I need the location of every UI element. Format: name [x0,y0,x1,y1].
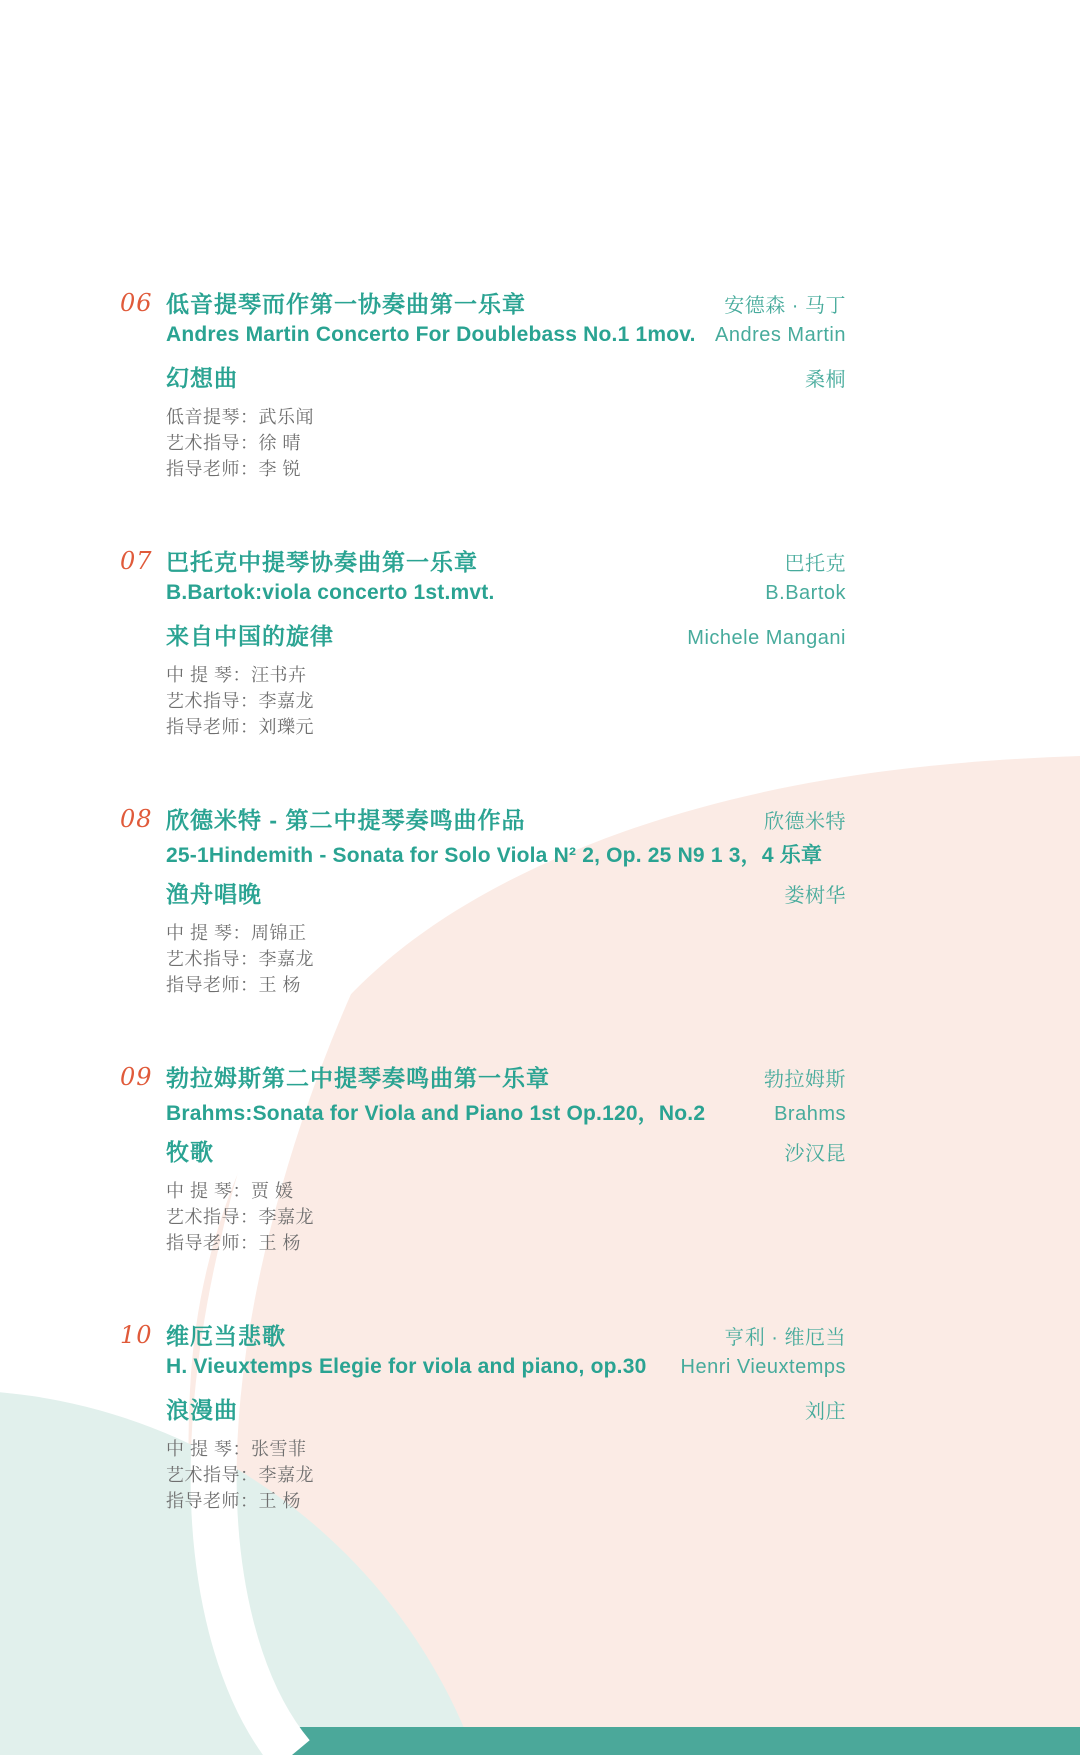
song-subtitle-cn: 幻想曲 [166,365,238,391]
entry-number: 09 [120,1063,153,1091]
composer-name-cn: 欣德米特 [764,811,846,833]
credit-line-teacher: 指导老师：王 杨 [166,975,302,995]
credit-line-performer: 中 提 琴：汪书卉 [166,665,307,685]
song-title-cn: 低音提琴而作第一协奏曲第一乐章 [166,291,526,317]
song-subtitle-cn: 渔舟唱晚 [166,881,262,907]
credits-block [166,404,846,482]
credit-line-teacher: 指导老师：王 杨 [166,1233,302,1253]
song-title-en: Andres Martin Concerto For Doublebass No.1 1mov. [166,323,696,346]
credit-line-art-director: 艺术指导：李嘉龙 [166,691,314,711]
composer-name-en: Henri Vieuxtemps [680,1356,846,1378]
credit-line-teacher: 指导老师：王 杨 [166,1491,302,1511]
composer-name-en: Brahms [774,1103,846,1125]
program-entry [120,1060,846,1256]
composer-name-cn: 安德森 · 马丁 [724,295,846,317]
title-row-subtitle [166,1134,846,1171]
arranger-name: 桑桐 [805,369,846,391]
song-title-en: B.Bartok:viola concerto 1st.mvt. [166,581,495,604]
arranger-name: 娄树华 [784,885,846,907]
credits-block [166,662,846,740]
teal-strip [268,1727,1080,1755]
title-row-cn [166,286,846,323]
title-row-subtitle [166,618,846,655]
song-subtitle-cn: 来自中国的旋律 [166,623,334,649]
song-subtitle-cn: 牧歌 [166,1139,214,1165]
title-row-en [166,581,846,618]
song-title-cn: 维厄当悲歌 [166,1323,286,1349]
credits-block [166,1436,846,1514]
composer-name-cn: 勃拉姆斯 [764,1069,846,1091]
composer-name-cn: 巴托克 [784,553,846,575]
credit-line-performer: 中 提 琴：贾 媛 [166,1181,294,1201]
song-title-en: 25-1Hindemith - Sonata for Solo Viola N² 2, Op. 25 N9 1 3，4 乐章 [166,844,823,867]
credit-line-performer: 中 提 琴：周锦正 [166,923,307,943]
program-entry [120,286,846,482]
credit-line-teacher: 指导老师：李 锐 [166,459,302,479]
song-title-en: Brahms:Sonata for Viola and Piano 1st Op.120，No.2 [166,1102,706,1125]
title-row-en [166,1097,846,1134]
credit-line-art-director: 艺术指导：李嘉龙 [166,1465,314,1485]
song-title-cn: 巴托克中提琴协奏曲第一乐章 [166,549,478,575]
song-title-cn: 欣德米特 - 第二中提琴奏鸣曲作品 [166,807,526,833]
song-subtitle-cn: 浪漫曲 [166,1397,238,1423]
title-row-cn [166,1318,846,1355]
entry-number: 10 [120,1321,153,1349]
composer-name-cn: 亨利 · 维厄当 [724,1327,846,1349]
credit-line-performer: 低音提琴：武乐闻 [166,407,314,427]
credit-line-art-director: 艺术指导：李嘉龙 [166,949,314,969]
concert-program-list [120,286,846,1576]
credits-block [166,920,846,998]
title-row-cn [166,802,846,839]
arranger-name: Michele Mangani [687,627,846,649]
title-row-en [166,1355,846,1392]
title-row-subtitle [166,876,846,913]
composer-name-en: Andres Martin [715,324,846,346]
entry-number: 07 [120,547,153,575]
credit-line-art-director: 艺术指导：李嘉龙 [166,1207,314,1227]
entry-number: 06 [120,289,153,317]
program-entry [120,1318,846,1514]
program-entry [120,544,846,740]
credits-block [166,1178,846,1256]
credit-line-performer: 中 提 琴：张雪菲 [166,1439,307,1459]
title-row-en [166,323,846,360]
program-entry [120,802,846,998]
entry-number: 08 [120,805,153,833]
title-row-subtitle [166,360,846,397]
arranger-name: 沙汉昆 [784,1143,846,1165]
arranger-name: 刘庄 [805,1401,846,1423]
title-row-cn [166,1060,846,1097]
song-title-en: H. Vieuxtemps Elegie for viola and piano, op.30 [166,1355,647,1378]
title-row-en [166,839,846,876]
credit-line-teacher: 指导老师：刘瓅元 [166,717,314,737]
song-title-cn: 勃拉姆斯第二中提琴奏鸣曲第一乐章 [166,1065,550,1091]
title-row-subtitle [166,1392,846,1429]
title-row-cn [166,544,846,581]
composer-name-en: B.Bartok [765,582,846,604]
credit-line-art-director: 艺术指导：徐 晴 [166,433,302,453]
